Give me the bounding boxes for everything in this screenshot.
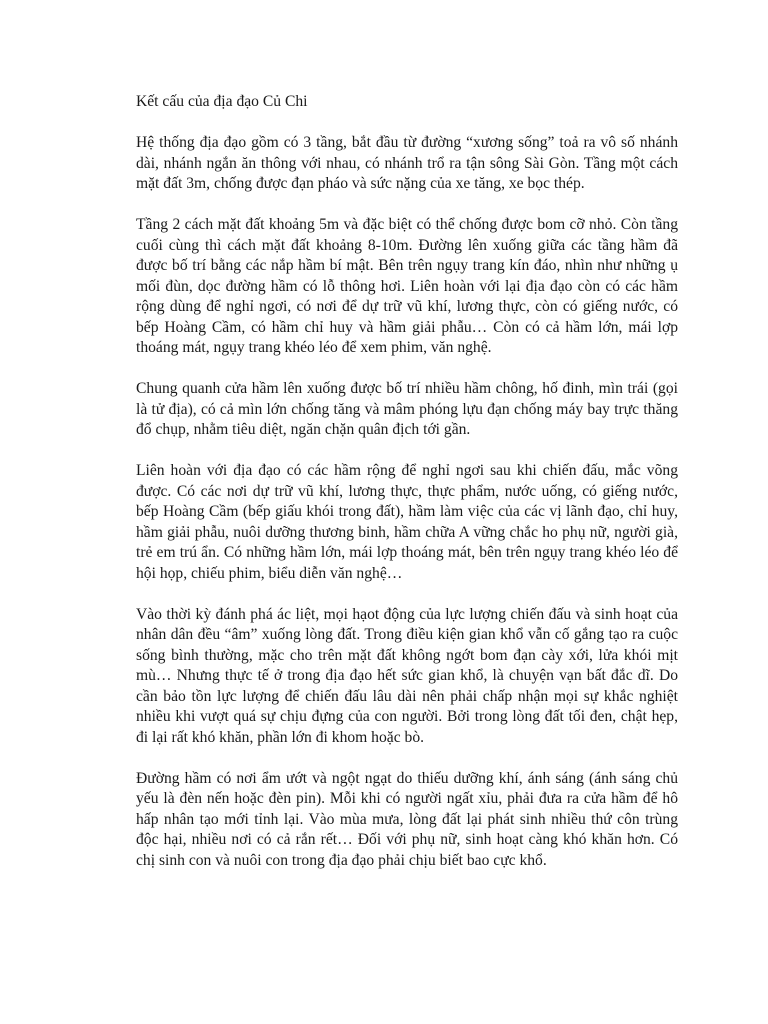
paragraph-6: Đường hầm có nơi ẩm ướt và ngột ngạt do thiếu dưỡng khí, ánh sáng (ánh sáng chủ yếu là đèn nến hoặc đèn pin). Mỗi khi có người ngất xỉu, phải đưa ra cửa hầm để hô hấp nhân tạo mới tỉnh lại. Vào mùa mưa, lòng đất lại phát sinh nhiều thứ côn trùng độc hại, nhiều nơi có cả rắn rết… Đối với phụ nữ, sinh hoạt càng khó khăn hơn. Có chị sinh con và nuôi con trong địa đạo phải chịu biết bao cực khổ. — [136, 769, 678, 869]
document-title: Kết cấu của địa đạo Củ Chi — [136, 93, 308, 110]
paragraph-1: Hệ thống địa đạo gồm có 3 tầng, bắt đầu từ đường “xương sống” toả ra vô số nhánh dài, nhánh ngắn ăn thông với nhau, có nhánh trổ ra tận sông Sài Gòn. Tầng một cách mặt đất 3m, chống được đạn pháo và sức nặng của xe tăng, xe bọc thép. — [136, 134, 678, 192]
paragraph-4: Liên hoàn với địa đạo có các hầm rộng để nghỉ ngơi sau khi chiến đấu, mắc võng được. Có các nơi dự trữ vũ khí, lương thực, thực phẩm, nước uống, có giếng nước, bếp Hoàng Cầm (bếp giấu khói trong đất), hầm làm việc của các vị lãnh đạo, chỉ huy, hầm giải phẫu, nuôi dưỡng thương binh, hầm chữa A vững chắc ho phụ nữ, người già, trẻ em trú ẩn. Có những hầm lớn, mái lợp thoáng mát, bên trên ngụy trang khéo léo để hội họp, chiếu phim, biểu diễn văn nghệ… — [136, 462, 678, 582]
paragraph-3: Chung quanh cửa hầm lên xuống được bố trí nhiều hầm chông, hố đinh, mìn trái (gọi là tử địa), có cả mìn lớn chống tăng và mâm phóng lựu đạn chống máy bay trực thăng đổ chụp, nhằm tiêu diệt, ngăn chặn quân địch tới gần. — [136, 380, 678, 438]
paragraph-2: Tầng 2 cách mặt đất khoảng 5m và đặc biệt có thể chống được bom cỡ nhỏ. Còn tầng cuối cùng thì cách mặt đất khoảng 8-10m. Đường lên xuống giữa các tầng hầm đã được bố trí bằng các nắp hầm bí mật. Bên trên ngụy trang kín đáo, nhìn như những ụ mối đùn, dọc đường hầm có lỗ thông hơi. Liên hoàn với lại địa đạo còn có các hầm rộng dùng để nghỉ ngơi, có nơi để dự trữ vũ khí, lương thực, còn có giếng nước, có bếp Hoàng Cầm, có hầm chỉ huy và hầm giải phẫu… Còn có cả hầm lớn, mái lợp thoáng mát, ngụy trang khéo léo để xem phim, văn nghệ. — [136, 216, 678, 356]
paragraph-5: Vào thời kỳ đánh phá ác liệt, mọi hạot động của lực lượng chiến đấu và sinh hoạt của nhân dân đều “âm” xuống lòng đất. Trong điều kiện gian khổ vẫn cố gắng tạo ra cuộc sống bình thường, mặc cho trên mặt đất không ngớt bom đạn cày xới, lửa khói mịt mù… Nhưng thực tế ở trong địa đạo hết sức gian khổ, là chuyện vạn bất đắc dĩ. Do cần bảo tồn lực lượng để chiến đấu lâu dài nên phải chấp nhận mọi sự khắc nghiệt nhiều khi vượt quá sự chịu đựng của con người. Bởi trong lòng đất tối đen, chật hẹp, đi lại rất khó khăn, phần lớn đi khom hoặc bò. — [136, 605, 678, 746]
document-page — [136, 92, 678, 892]
